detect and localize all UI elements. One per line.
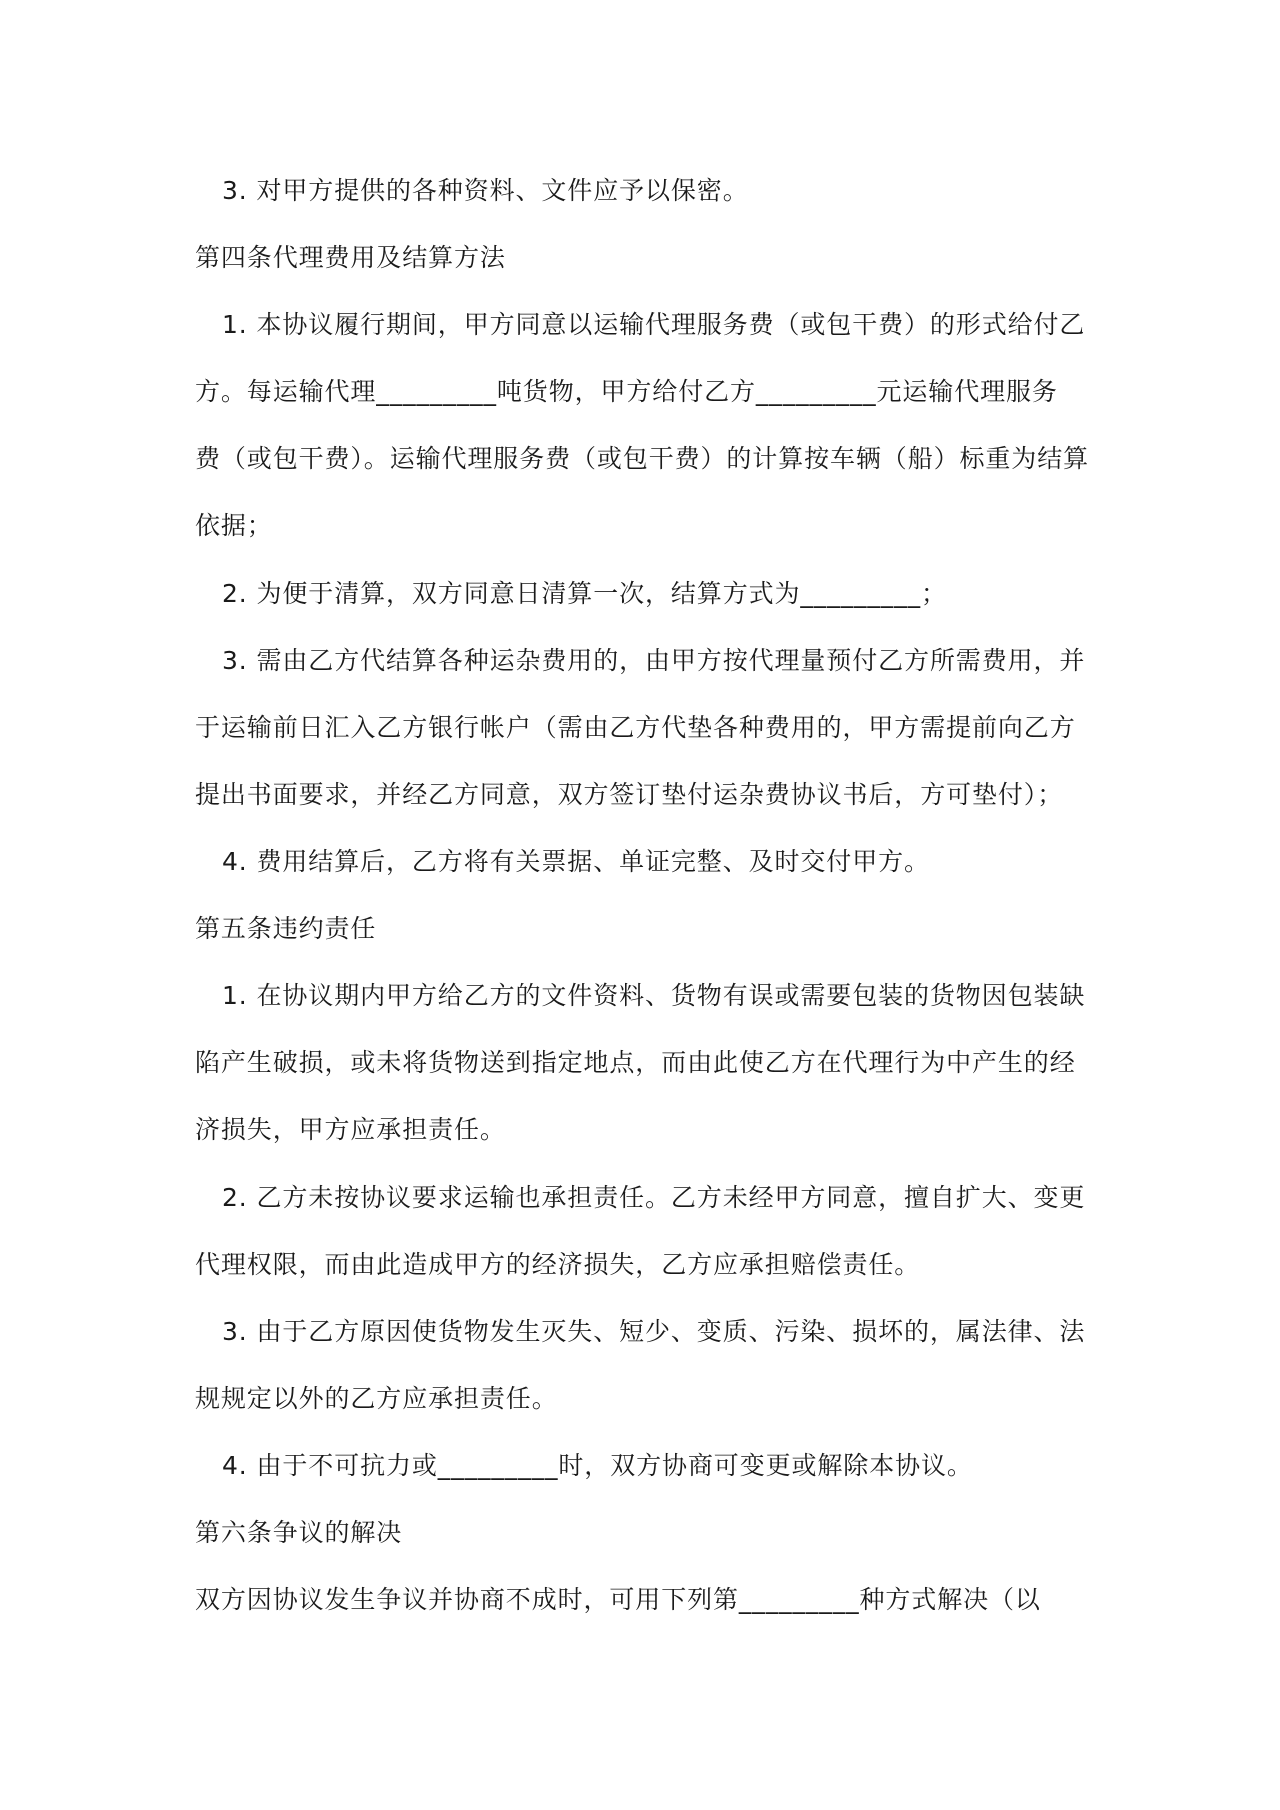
article-5-item-2-line-2: 代理权限，而由此造成甲方的经济损失，乙方应承担赔偿责任。: [195, 1250, 921, 1279]
article-4-item-3-line-3: 提出书面要求，并经乙方同意，双方签订垫付运杂费协议书后，方可垫付）；: [195, 780, 1064, 809]
article-4-item-3-line-2: 于运输前日汇入乙方银行帐户（需由乙方代垫各种费用的，甲方需提前向乙方: [195, 713, 1076, 742]
article-4-item-1-line-2: 方。每运输代理_________吨货物，甲方给付乙方_________元运输代理服务: [195, 377, 1058, 406]
article-4-item-3-line-1: 3. 需由乙方代结算各种运杂费用的，由甲方按代理量预付乙方所需费用，并: [222, 646, 1086, 675]
article-6-heading: 第六条争议的解决: [195, 1518, 403, 1547]
article-5-item-3-line-2: 规规定以外的乙方应承担责任。: [195, 1384, 558, 1413]
article-4-heading: 第四条代理费用及结算方法: [195, 243, 506, 272]
article-4-item-1-line-4: 依据；: [195, 511, 273, 540]
article-5-item-4: 4. 由于不可抗力或_________时，双方协商可变更或解除本协议。: [222, 1451, 973, 1480]
article-5-item-1-line-1: 1. 在协议期内甲方给乙方的文件资料、货物有误或需要包装的货物因包装缺: [222, 981, 1086, 1010]
article-5-item-1-line-3: 济损失，甲方应承担责任。: [195, 1115, 506, 1144]
article-5-item-2-line-1: 2. 乙方未按协议要求运输也承担责任。乙方未经甲方同意，擅自扩大、变更: [222, 1183, 1086, 1212]
article-5-item-1-line-2: 陷产生破损，或未将货物送到指定地点，而由此使乙方在代理行为中产生的经: [195, 1048, 1076, 1077]
article-4-item-2: 2. 为便于清算，双方同意日清算一次，结算方式为_________；: [222, 579, 947, 608]
article-4-item-1-line-3: 费（或包干费）。运输代理服务费（或包干费）的计算按车辆（船）标重为结算: [195, 444, 1090, 473]
clause-3-item-3: 3. 对甲方提供的各种资料、文件应予以保密。: [222, 176, 749, 205]
article-5-heading: 第五条违约责任: [195, 914, 377, 943]
article-5-item-3-line-1: 3. 由于乙方原因使货物发生灭失、短少、变质、污染、损坏的，属法律、法: [222, 1317, 1086, 1346]
article-6-body-line-1: 双方因协议发生争议并协商不成时，可用下列第_________种方式解决（以: [195, 1585, 1041, 1614]
article-4-item-4: 4. 费用结算后，乙方将有关票据、单证完整、及时交付甲方。: [222, 847, 930, 876]
article-4-item-1-line-1: 1. 本协议履行期间，甲方同意以运输代理服务费（或包干费）的形式给付乙: [222, 310, 1086, 339]
